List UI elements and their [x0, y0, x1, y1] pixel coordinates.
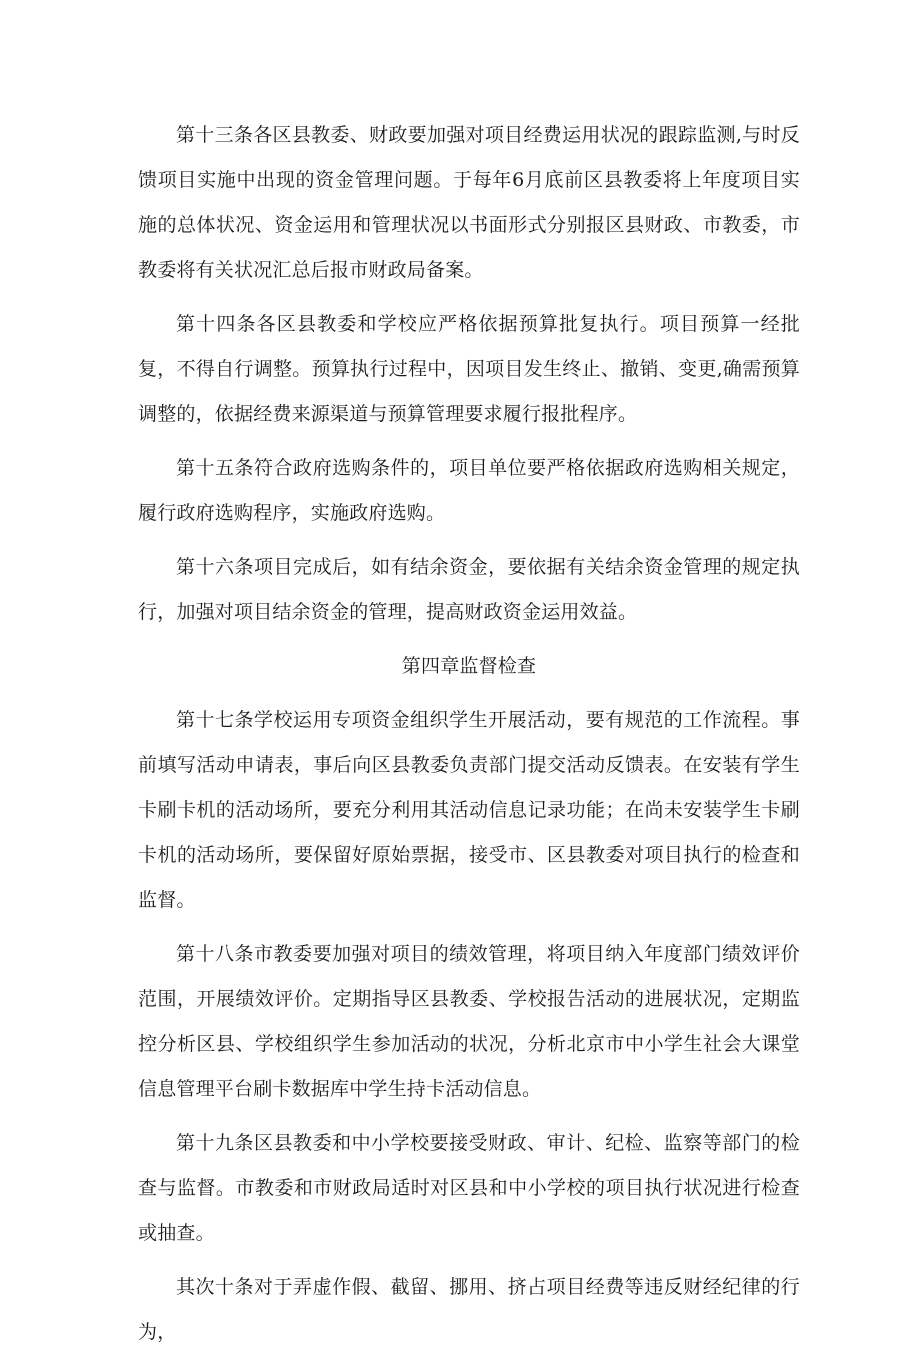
article-18-paragraph: 第十八条市教委要加强对项目的绩效管理，将项目纳入年度部门绩效评价范围，开展绩效评价。定期指导区县教委、学校报告活动的进展状况，定期监控分析区县、学校组织学生参加活动的状况，分析北京市中小学生社会大课堂信息管理平台刷卡数据库中学生持卡活动信息。 [138, 943, 800, 1100]
article-13-paragraph: 第十三条各区县教委、财政要加强对项目经费运用状况的跟踪监测,与时反馈项目实施中出现的资金管理问题。于每年6月底前区县教委将上年度项目实施的总体状况、资金运用和管理状况以书面形式分别报区县财政、市教委，市教委将有关状况汇总后报市财政局备案。 [138, 124, 800, 281]
article-15-paragraph: 第十五条符合政府选购条件的，项目单位要严格依据政府选购相关规定，履行政府选购程序，实施政府选购。 [138, 457, 800, 524]
chapter-heading: 第四章监督检查 [401, 655, 537, 677]
article-19-paragraph: 第十九条区县教委和中小学校要接受财政、审计、纪检、监察等部门的检查与监督。市教委和市财政局适时对区县和中小学校的项目执行状况进行检查或抽查。 [138, 1132, 800, 1244]
article-17-paragraph: 第十七条学校运用专项资金组织学生开展活动，要有规范的工作流程。事前填写活动申请表，事后向区县教委负责部门提交活动反馈表。在安装有学生卡刷卡机的活动场所，要充分利用其活动信息记录功能；在尚未安装学生卡刷卡机的活动场所，要保留好原始票据，接受市、区县教委对项目执行的检查和监督。 [138, 709, 800, 911]
article-16-paragraph: 第十六条项目完成后，如有结余资金，要依据有关结余资金管理的规定执行，加强对项目结余资金的管理，提高财政资金运用效益。 [138, 556, 800, 623]
document-body [138, 113, 800, 1364]
article-14-paragraph: 第十四条各区县教委和学校应严格依据预算批复执行。项目预算一经批复，不得自行调整。预算执行过程中，因项目发生终止、撤销、变更,确需预算调整的，依据经费来源渠道与预算管理要求履行报批程序。 [138, 313, 800, 425]
article-20-paragraph: 其次十条对于弄虚作假、截留、挪用、挤占项目经费等违反财经纪律的行为， [138, 1276, 800, 1343]
